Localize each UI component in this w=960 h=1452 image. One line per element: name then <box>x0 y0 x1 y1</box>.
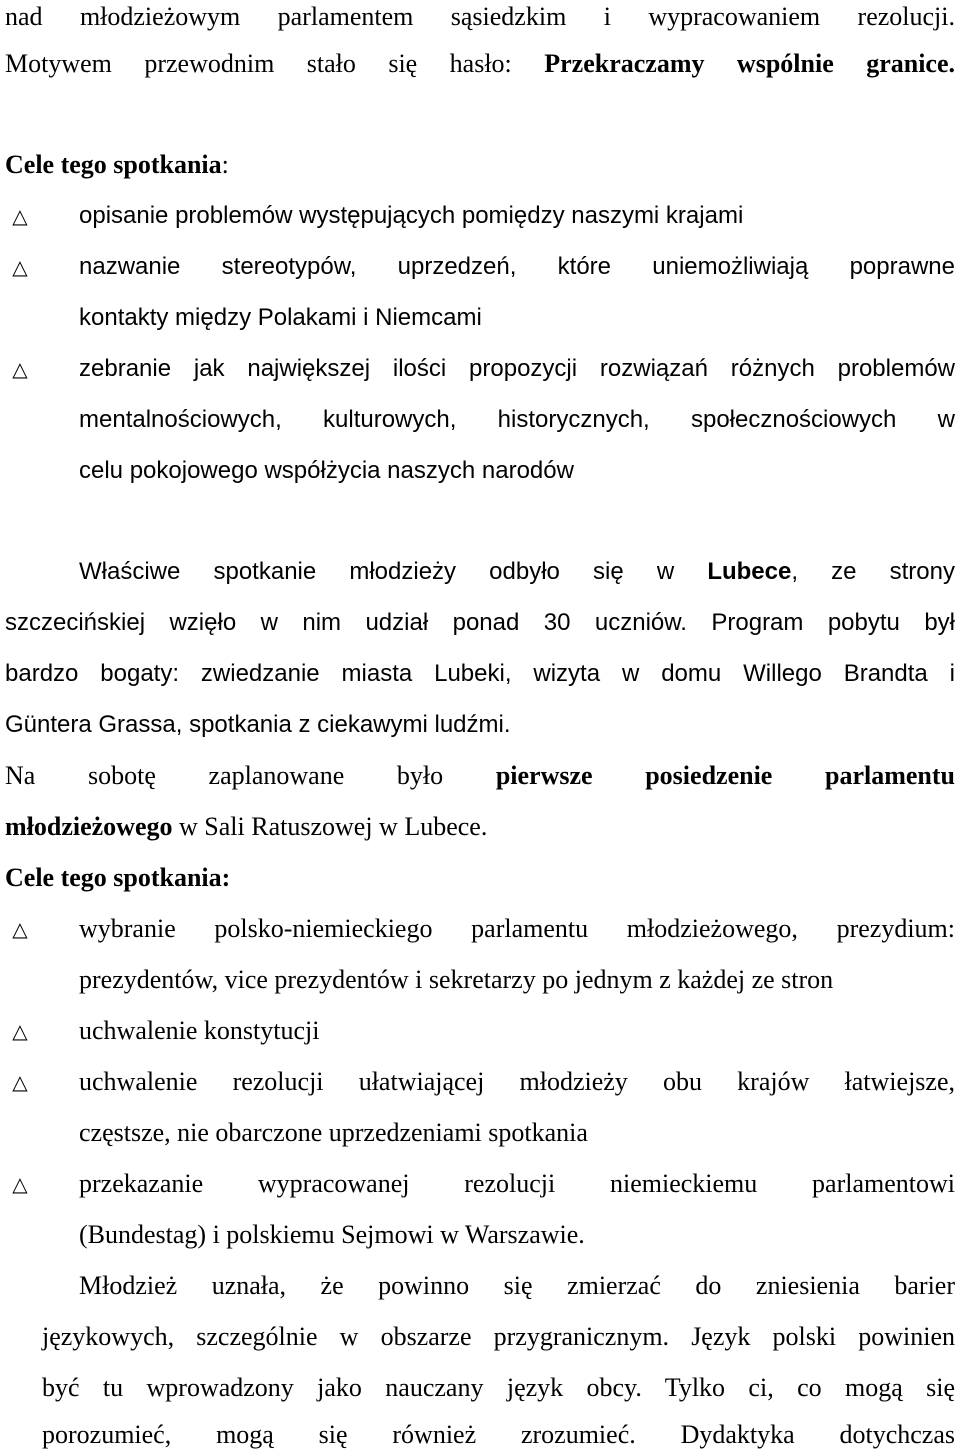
triangle-bullet-icon: △ <box>12 1070 28 1094</box>
triangle-bullet-icon: △ <box>12 255 28 279</box>
section2-item-2-line-1: uchwalenie konstytucji <box>79 1016 320 1045</box>
section1-item-2-line-1: nazwanie stereotypów, uprzedzeń, które uniemożliwiają poprawne <box>79 253 955 280</box>
para3-line-2: językowych, szczególnie w obszarze przygranicznym. Język polski powinien <box>42 1322 955 1351</box>
para1-line-1 <box>79 555 955 589</box>
intro-line-1: nad młodzieżowym parlamentem sąsiedzkim i wypracowaniem rezolucji. <box>5 2 955 31</box>
section1-heading-text: Cele tego spotkania <box>5 150 222 179</box>
para3-line-1: Młodzież uznała, że powinno się zmierzać do zniesienia barier <box>79 1271 955 1300</box>
section2-item-3-line-1: uchwalenie rezolucji ułatwiającej młodzieży obu krajów łatwiejsze, <box>79 1067 955 1096</box>
intro-motto: Przekraczamy wspólnie granice. <box>544 49 955 78</box>
para3-line-4: porozumieć, mogą się również zrozumieć. Dydaktyka dotychczas <box>42 1420 955 1449</box>
section2-item-4-line-1: przekazanie wypracowanej rezolucji niemieckiemu parlamentowi <box>79 1169 955 1198</box>
triangle-bullet-icon: △ <box>12 1019 28 1043</box>
section1-item-1-line-1: opisanie problemów występujących pomiędzy naszymi krajami <box>79 202 744 229</box>
section1-item-3-line-1: zebranie jak największej ilości propozycji rozwiązań różnych problemów <box>79 355 955 382</box>
para2-bold-1: pierwsze posiedzenie parlamentu <box>495 761 955 790</box>
para2-suffix: w Sali Ratuszowej w Lubece. <box>172 812 488 841</box>
section1-heading <box>5 148 955 182</box>
section2-heading-text: Cele tego spotkania: <box>5 863 231 892</box>
section2-item-1-line-2: prezydentów, vice prezydentów i sekretarzy po jednym z każdej ze stron <box>79 965 834 994</box>
section1-heading-colon: : <box>221 150 229 179</box>
section1-item-2-line-2: kontakty między Polakami i Niemcami <box>79 304 482 331</box>
triangle-bullet-icon: △ <box>12 1172 28 1196</box>
para1-suffix: , ze strony <box>791 558 955 585</box>
intro-motto-prefix: Motywem przewodnim stało się hasło: <box>5 49 545 78</box>
triangle-bullet-icon: △ <box>12 357 28 381</box>
section2-heading <box>5 861 955 895</box>
para1-prefix: Właściwe spotkanie młodzieży odbyło się w <box>79 558 708 585</box>
para2-line-1 <box>5 759 955 793</box>
para1-line-3: bardzo bogaty: zwiedzanie miasta Lubeki, wizyta w domu Willego Brandta i <box>5 660 955 687</box>
intro-line-2 <box>5 47 955 81</box>
para1-city: Lubece <box>707 558 792 585</box>
section2-item-4-line-2: (Bundestag) i polskiemu Sejmowi w Warszawie. <box>79 1220 585 1249</box>
para1-line-2: szczecińskiej wzięło w nim udział ponad 30 uczniów. Program pobytu był <box>5 609 955 636</box>
para3-line-3: być tu wprowadzony jako nauczany język obcy. Tylko ci, co mogą się <box>42 1373 955 1402</box>
triangle-bullet-icon: △ <box>12 204 28 228</box>
triangle-bullet-icon: △ <box>12 917 28 941</box>
para1-line-4: Güntera Grassa, spotkania z ciekawymi ludźmi. <box>5 711 511 738</box>
section2-item-3-line-2: częstsze, nie obarczone uprzedzeniami spotkania <box>79 1118 588 1147</box>
para2-line-2 <box>5 810 955 844</box>
section1-item-3-line-3: celu pokojowego współżycia naszych narodów <box>79 457 574 484</box>
para2-prefix: Na sobotę zaplanowane było <box>5 761 496 790</box>
section2-item-1-line-1: wybranie polsko-niemieckiego parlamentu młodzieżowego, prezydium: <box>79 914 955 943</box>
section1-item-3-line-2: mentalnościowych, kulturowych, historycznych, społecznościowych w <box>79 406 955 433</box>
para2-bold-2: młodzieżowego <box>5 812 173 841</box>
